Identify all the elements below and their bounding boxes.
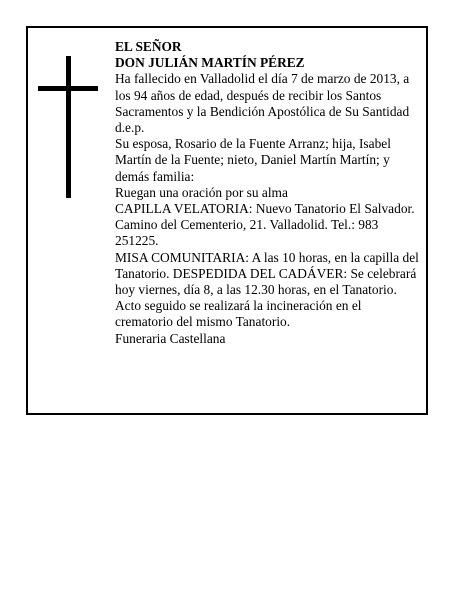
- funeral-home: Funeraria Castellana: [115, 330, 226, 346]
- family-list: Su esposa, Rosario de la Fuente Arranz; hija, Isabel Martín de la Fuente; nieto, Daniel Martín Martín; y demás familia:: [115, 136, 391, 184]
- death-announcement: Ha fallecido en Valladolid el día 7 de marzo de 2013, a los 94 años de edad, después de recibir los Santos Sacramentos y la Bendición Apostólica de Su Santidad d.e.p.: [115, 71, 410, 136]
- notice-text: [115, 39, 420, 347]
- cross-horizontal-bar: [38, 86, 98, 91]
- prayer-request: Ruegan una oración por su alma: [115, 184, 288, 200]
- chapel-info: CAPILLA VELATORIA: Nuevo Tanatorio El Salvador. Camino del Cementerio, 21. Valladolid. Tel.: 983 251225.: [115, 201, 415, 249]
- cross-vertical-bar: [66, 56, 71, 198]
- obituary-notice: [26, 26, 428, 415]
- heading-title: EL SEÑOR: [115, 39, 182, 54]
- cross-icon: [38, 56, 98, 198]
- mass-info: MISA COMUNITARIA: A las 10 horas, en la capilla del Tanatorio. DESPEDIDA DEL CADÁVER: Se celebrará hoy viernes, día 8, a las 12.30 horas, en el Tanatorio. Acto seguido se realizará la incineración en el crematorio del mismo Tanatorio.: [115, 249, 419, 330]
- deceased-name: DON JULIÁN MARTÍN PÉREZ: [115, 55, 305, 71]
